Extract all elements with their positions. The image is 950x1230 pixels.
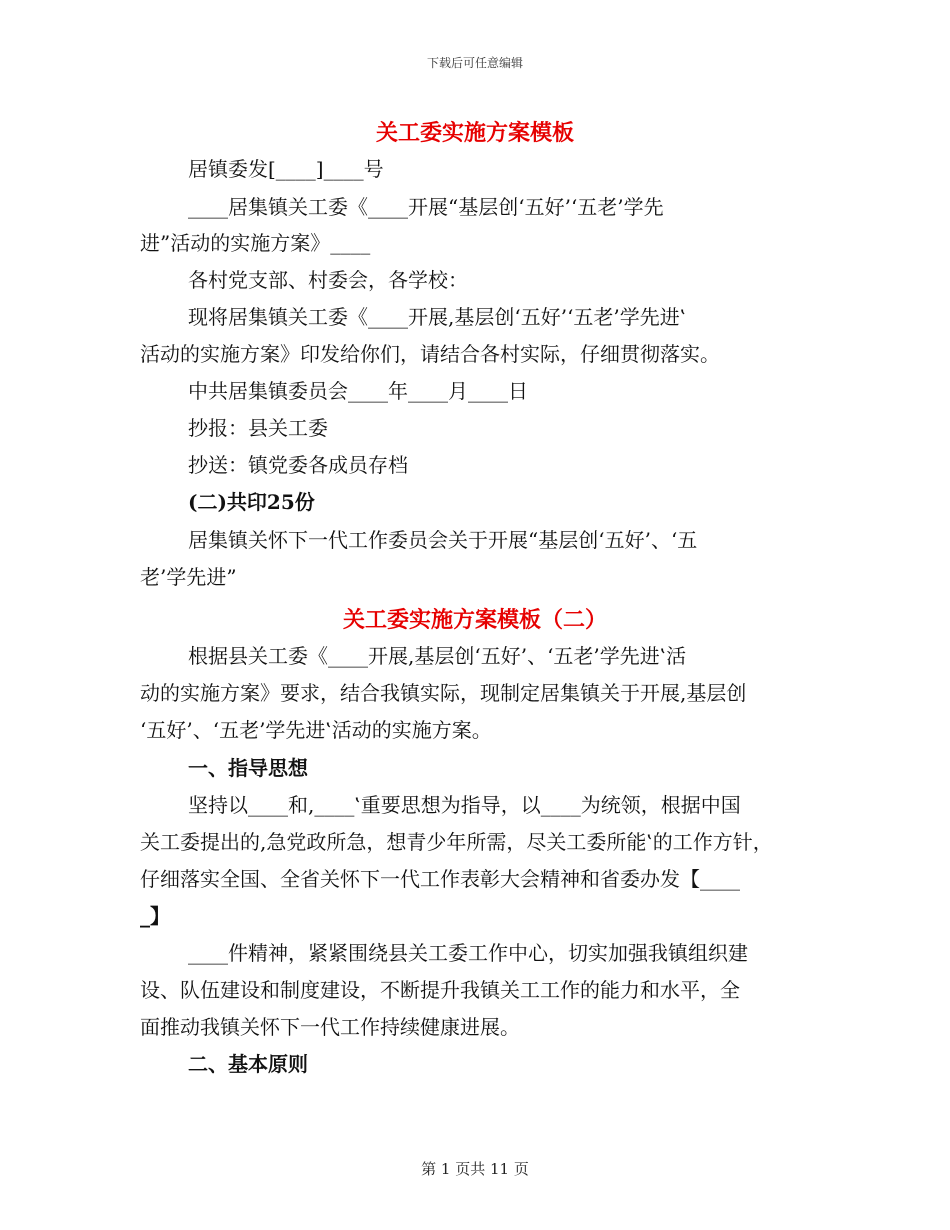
paragraph-line: ____居集镇关工委《____开展“基层创‘五好’‘五老’学先 <box>188 195 664 219</box>
heading-guiding-thought: 一、指导思想 <box>188 756 308 780</box>
salutation-line: 各村党支部、村委会，各学校： <box>188 268 468 292</box>
paragraph-line: 居集镇关怀下一代工作委员会关于开展“基层创‘五好’、‘五 <box>188 528 698 552</box>
paragraph-line: ‘五好’、‘五老’学先进‛活动的实施方案。 <box>140 718 492 742</box>
paragraph-line: 现将居集镇关工委《____开展,基层创‘五好’‘五老’学先进‛ <box>188 305 687 329</box>
paragraph-line: 仔细落实全国、全省关怀下一代工作表彰大会精神和省委办发【____ <box>140 867 740 891</box>
paragraph-line: 坚持以____和,____‛重要思想为指导，以____为统领，根据中国 <box>188 793 741 817</box>
page-header-note: 下载后可任意编辑 <box>426 56 523 70</box>
paragraph-line: 活动的实施方案》印发给你们，请结合各村实际，仔细贯彻落实。 <box>140 342 720 366</box>
heading-basic-principles: 二、基本原则 <box>188 1052 308 1076</box>
paragraph-line: ____件精神，紧紧围绕县关工委工作中心，切实加强我镇组织建 <box>188 941 748 965</box>
page-footer: 第 1 页共 11 页 <box>421 1160 529 1178</box>
paragraph-line: 根据县关工委《____开展,基层创‘五好’、‘五老’学先进‛活 <box>188 644 687 668</box>
paragraph-line: 设、队伍建设和制度建设，不断提升我镇关工工作的能力和水平，全 <box>140 978 740 1002</box>
signature-date-line: 中共居集镇委员会____年____月____日 <box>188 379 528 403</box>
paragraph-line: 老’学先进” <box>140 565 237 589</box>
paragraph-line: _】 <box>140 904 170 928</box>
document-title: 关工委实施方案模板 <box>375 120 574 146</box>
cc-send-line: 抄送：镇党委各成员存档 <box>188 453 408 477</box>
paragraph-line: 动的实施方案》要求，结合我镇实际，现制定居集镇关于开展,基层创 <box>140 681 747 705</box>
paragraph-line: 关工委提出的,急党政所急，想青少年所需，尽关工委所能‛的工作方针， <box>140 830 773 854</box>
doc-number-line: 居镇委发[____]____号 <box>188 157 384 181</box>
cc-report-line: 抄报：县关工委 <box>188 416 328 440</box>
section-title-two: 关工委实施方案模板（二） <box>342 607 607 633</box>
print-count-line: (二)共印25份 <box>188 490 315 514</box>
paragraph-line: 进”活动的实施方案》____ <box>140 231 371 255</box>
paragraph-line: 面推动我镇关怀下一代工作持续健康进展。 <box>140 1015 520 1039</box>
